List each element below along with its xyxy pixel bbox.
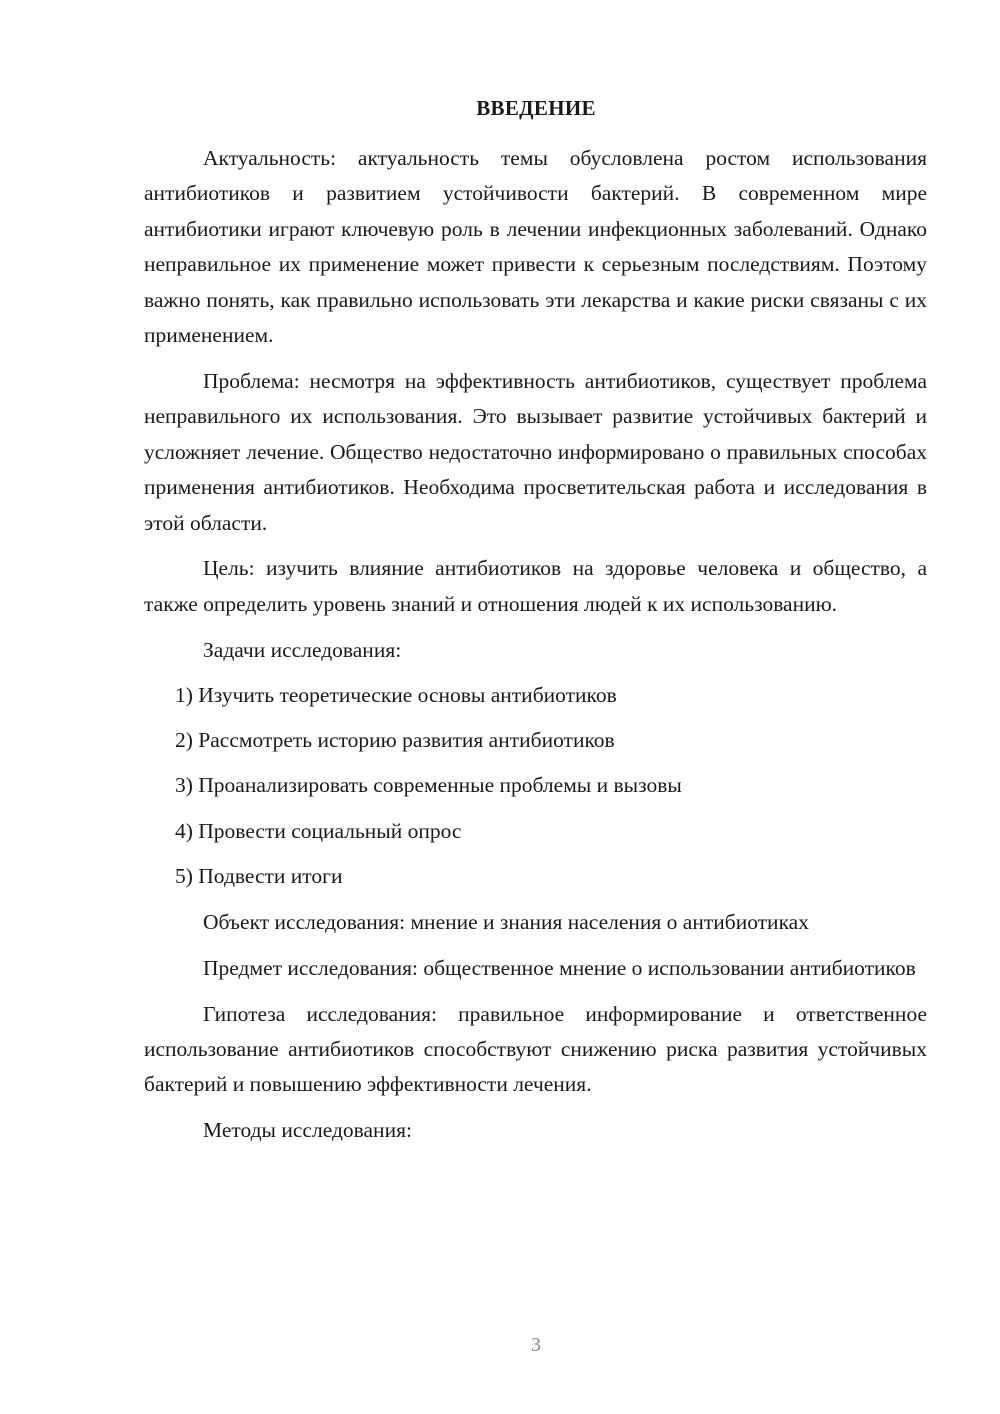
document-body [144,141,927,1149]
task-list [144,678,927,894]
paragraph-relevance: Актуальность: актуальность темы обусловлена ростом использования антибиотиков и развитием устойчивости бактерий. В современном мире антибиотики играют ключевую роль в лечении инфекционных заболеваний. Однако неправильное их применение может привести к серьезным последствиям. Поэтому важно понять, как правильно использовать эти лекарства и какие риски связаны с их применением. [144,146,927,348]
task-item: 2) Рассмотреть историю развития антибиотиков [175,728,615,753]
paragraph-subject: Предмет исследования: общественное мнение о использовании антибиотиков [203,955,916,980]
paragraph-methods-title: Методы исследования: [203,1118,412,1143]
paragraph-hypothesis: Гипотеза исследования: правильное информирование и ответственное использование антибиотиков способствуют снижению риска развития устойчивых бактерий и повышению эффективности лечения. [144,1001,927,1097]
task-item: 5) Подвести итоги [175,863,343,888]
page-number: 3 [531,1334,541,1356]
paragraph-goal: Цель: изучить влияние антибиотиков на здоровье человека и общество, а также определить уровень знаний и отношения людей к их использованию. [144,556,927,616]
section-heading: ВВЕДЕНИЕ [476,96,596,120]
paragraph-tasks-title: Задачи исследования: [203,637,402,662]
task-item: 1) Изучить теоретические основы антибиотиков [175,682,617,707]
task-item: 3) Проанализировать современные проблемы и вызовы [175,773,682,798]
paragraph-object: Объект исследования: мнение и знания населения о антибиотиках [203,909,809,934]
task-item: 4) Провести социальный опрос [175,818,462,843]
paragraph-problem: Проблема: несмотря на эффективность антибиотиков, существует проблема неправильного их использования. Это вызывает развитие устойчивых бактерий и усложняет лечение. Общество недостаточно информировано о правильных способах применения антибиотиков. Необходима просветительская работа и исследования в этой области. [144,368,927,535]
